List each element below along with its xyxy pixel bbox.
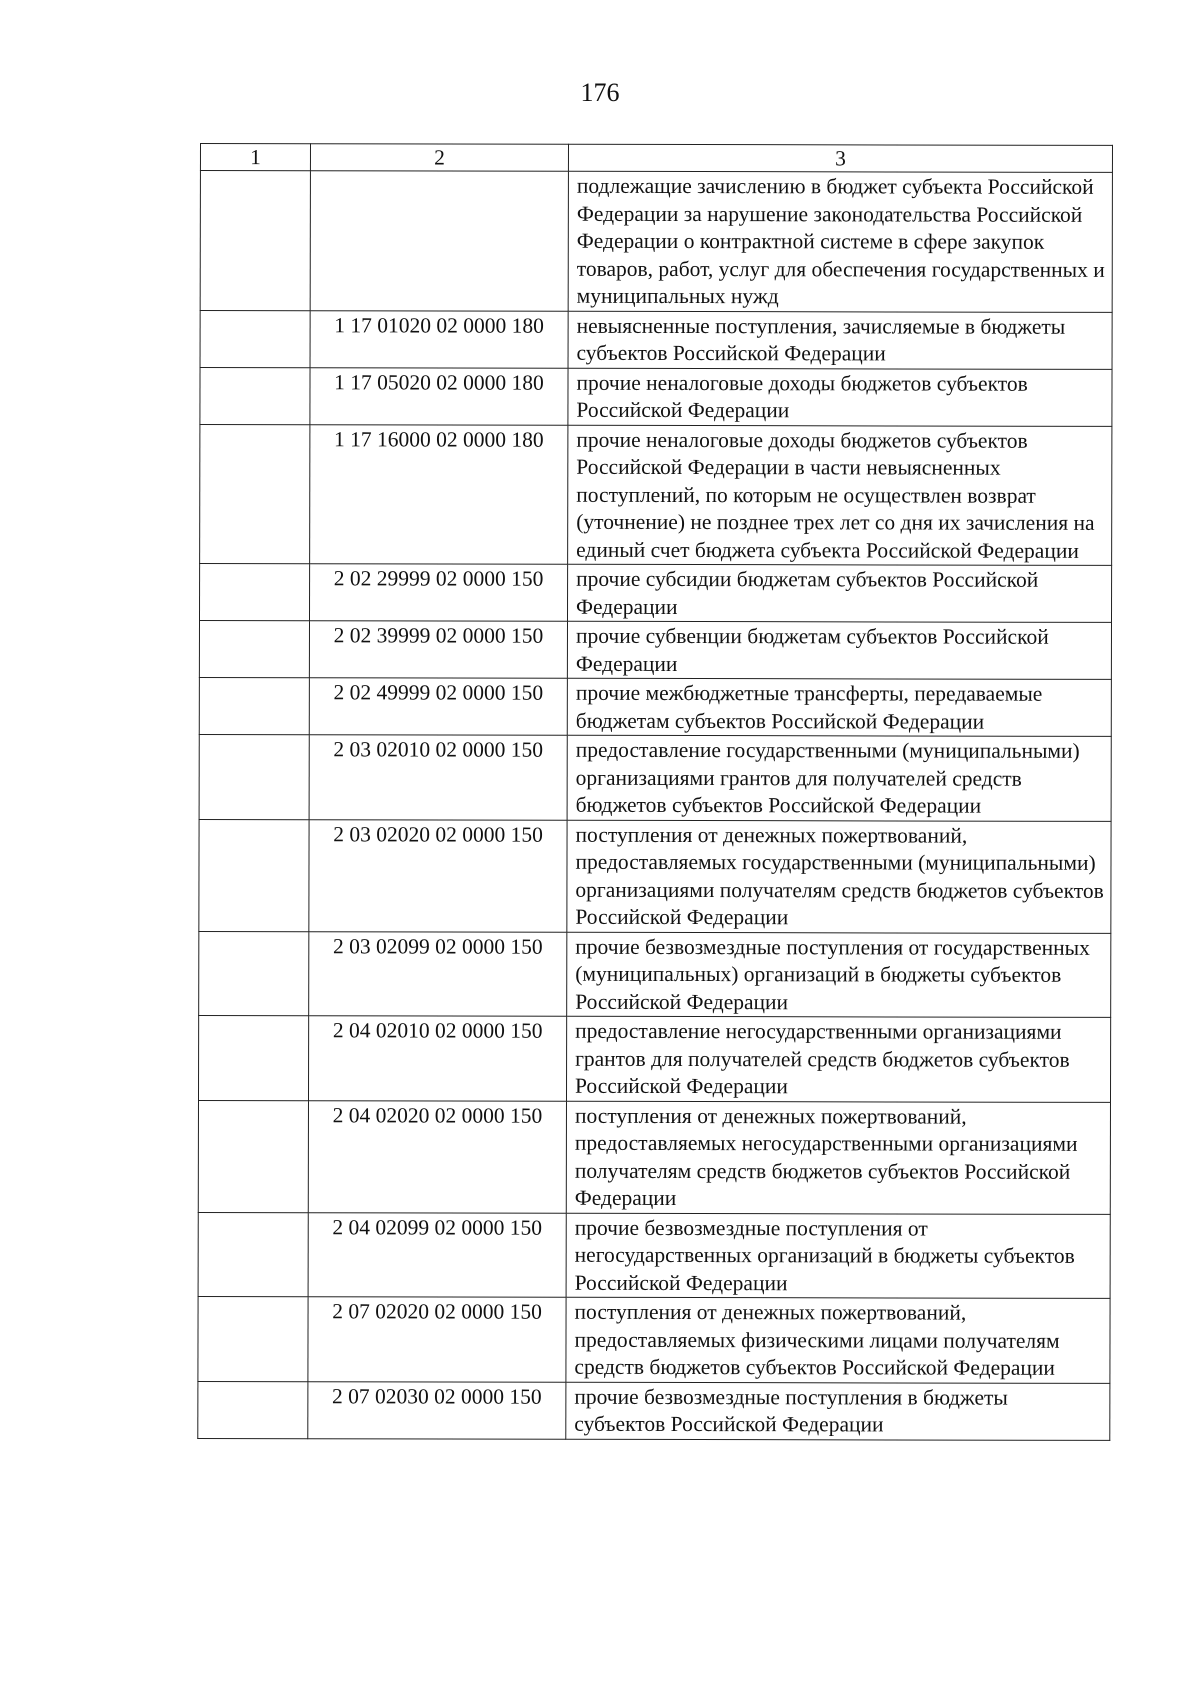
row-col-1-cell (200, 424, 310, 564)
table-row (198, 1100, 1110, 1214)
revenue-description-cell: подлежащие зачислению в бюджет субъекта Российской Федерации за нарушение законодательства Российской Федерации о контрактной системе в сфере закупок товаров, работ, услуг для обеспечения государственных и муниципальных нужд (568, 171, 1112, 312)
table-row (198, 1381, 1110, 1440)
revenue-code-cell: 1 17 16000 02 0000 180 (310, 424, 568, 564)
revenue-code-cell: 2 07 02020 02 0000 150 (308, 1297, 566, 1382)
revenue-description-cell: прочие субвенции бюджетам субъектов Российской Федерации (567, 621, 1111, 679)
row-col-1-cell (200, 367, 310, 424)
revenue-description-cell: невыясненные поступления, зачисляемые в бюджеты субъектов Российской Федерации (568, 311, 1112, 369)
header-col-3: 3 (568, 144, 1112, 172)
revenue-description-cell: прочие неналоговые доходы бюджетов субъектов Российской Федерации (568, 368, 1112, 426)
revenue-code-cell (310, 171, 568, 311)
revenue-code-cell: 2 03 02010 02 0000 150 (309, 735, 567, 820)
header-col-1: 1 (200, 144, 310, 171)
row-col-1-cell (199, 564, 309, 621)
table-row (199, 621, 1111, 680)
table-header-row (200, 144, 1112, 173)
row-col-1-cell (199, 819, 309, 931)
table-body (198, 144, 1113, 1440)
row-col-1-cell (198, 1381, 308, 1438)
row-col-1-cell (199, 931, 309, 1016)
header-col-2: 2 (310, 144, 568, 172)
revenue-description-cell: прочие безвозмездные поступления от государственных (муниципальных) организаций в бюджеты субъектов Российской Федерации (567, 932, 1111, 1018)
table-row (200, 310, 1112, 369)
table-row (199, 819, 1111, 933)
revenue-code-cell: 2 02 49999 02 0000 150 (309, 678, 567, 736)
row-col-1-cell (198, 1100, 308, 1212)
row-col-1-cell (198, 1212, 308, 1297)
table-row (198, 1015, 1110, 1101)
row-col-1-cell (199, 677, 309, 734)
revenue-code-cell: 2 03 02020 02 0000 150 (309, 819, 567, 932)
table-row (199, 734, 1111, 820)
revenue-code-cell: 2 03 02099 02 0000 150 (309, 931, 567, 1016)
row-col-1-cell (198, 1015, 308, 1100)
revenue-description-cell: прочие межбюджетные трансферты, передаваемые бюджетам субъектов Российской Федерации (567, 678, 1111, 736)
table-row (199, 564, 1111, 623)
revenue-description-cell: предоставление негосударственными организациями грантов для получателей средств бюджетов субъектов Российской Федерации (566, 1016, 1110, 1102)
table-row (199, 931, 1111, 1017)
revenue-description-cell: поступления от денежных пожертвований, предоставляемых физическими лицами получателям средств бюджетов субъектов Российской Федерации (566, 1297, 1110, 1383)
table-row (200, 367, 1112, 426)
row-col-1-cell (200, 171, 310, 311)
revenue-description-cell: предоставление государственными (муниципальными) организациями грантов для получателей средств бюджетов субъектов Российской Федерации (567, 735, 1111, 821)
row-col-1-cell (198, 1296, 308, 1381)
revenue-code-cell: 2 02 39999 02 0000 150 (309, 621, 567, 679)
revenue-description-cell: поступления от денежных пожертвований, предоставляемых негосударственными организациями получателям средств бюджетов субъектов Российской Федерации (566, 1101, 1110, 1214)
revenue-code-cell: 2 04 02010 02 0000 150 (308, 1016, 566, 1101)
row-col-1-cell (199, 621, 309, 678)
revenue-code-cell: 2 07 02030 02 0000 150 (308, 1381, 566, 1439)
row-col-1-cell (200, 310, 310, 367)
revenue-code-cell: 2 04 02099 02 0000 150 (308, 1212, 566, 1297)
table-row (200, 171, 1112, 312)
table-row (198, 1296, 1110, 1382)
revenue-description-cell: поступления от денежных пожертвований, предоставляемых государственными (муниципальными) организациями получателям средств бюджетов субъектов Российской Федерации (567, 820, 1111, 933)
revenue-description-cell: прочие субсидии бюджетам субъектов Российской Федерации (567, 564, 1111, 622)
row-col-1-cell (199, 734, 309, 819)
revenue-code-cell: 2 02 29999 02 0000 150 (309, 564, 567, 622)
revenue-code-cell: 1 17 05020 02 0000 180 (310, 367, 568, 425)
revenue-description-cell: прочие безвозмездные поступления от негосударственных организаций в бюджеты субъектов Российской Федерации (566, 1213, 1110, 1299)
revenue-description-cell: прочие безвозмездные поступления в бюджеты субъектов Российской Федерации (566, 1382, 1110, 1440)
page-number: 176 (580, 78, 620, 107)
table-row (200, 424, 1112, 565)
table-row (199, 677, 1111, 736)
revenue-codes-table (197, 143, 1113, 1440)
revenue-code-cell: 1 17 01020 02 0000 180 (310, 310, 568, 368)
revenue-description-cell: прочие неналоговые доходы бюджетов субъектов Российской Федерации в части невыясненных поступлений, по которым не осуществлен возврат (уточнение) не позднее трех лет со дня их зачисления на единый счет бюджета субъекта Российской Федерации (568, 425, 1112, 566)
table-row (198, 1212, 1110, 1298)
revenue-code-cell: 2 04 02020 02 0000 150 (308, 1100, 566, 1213)
